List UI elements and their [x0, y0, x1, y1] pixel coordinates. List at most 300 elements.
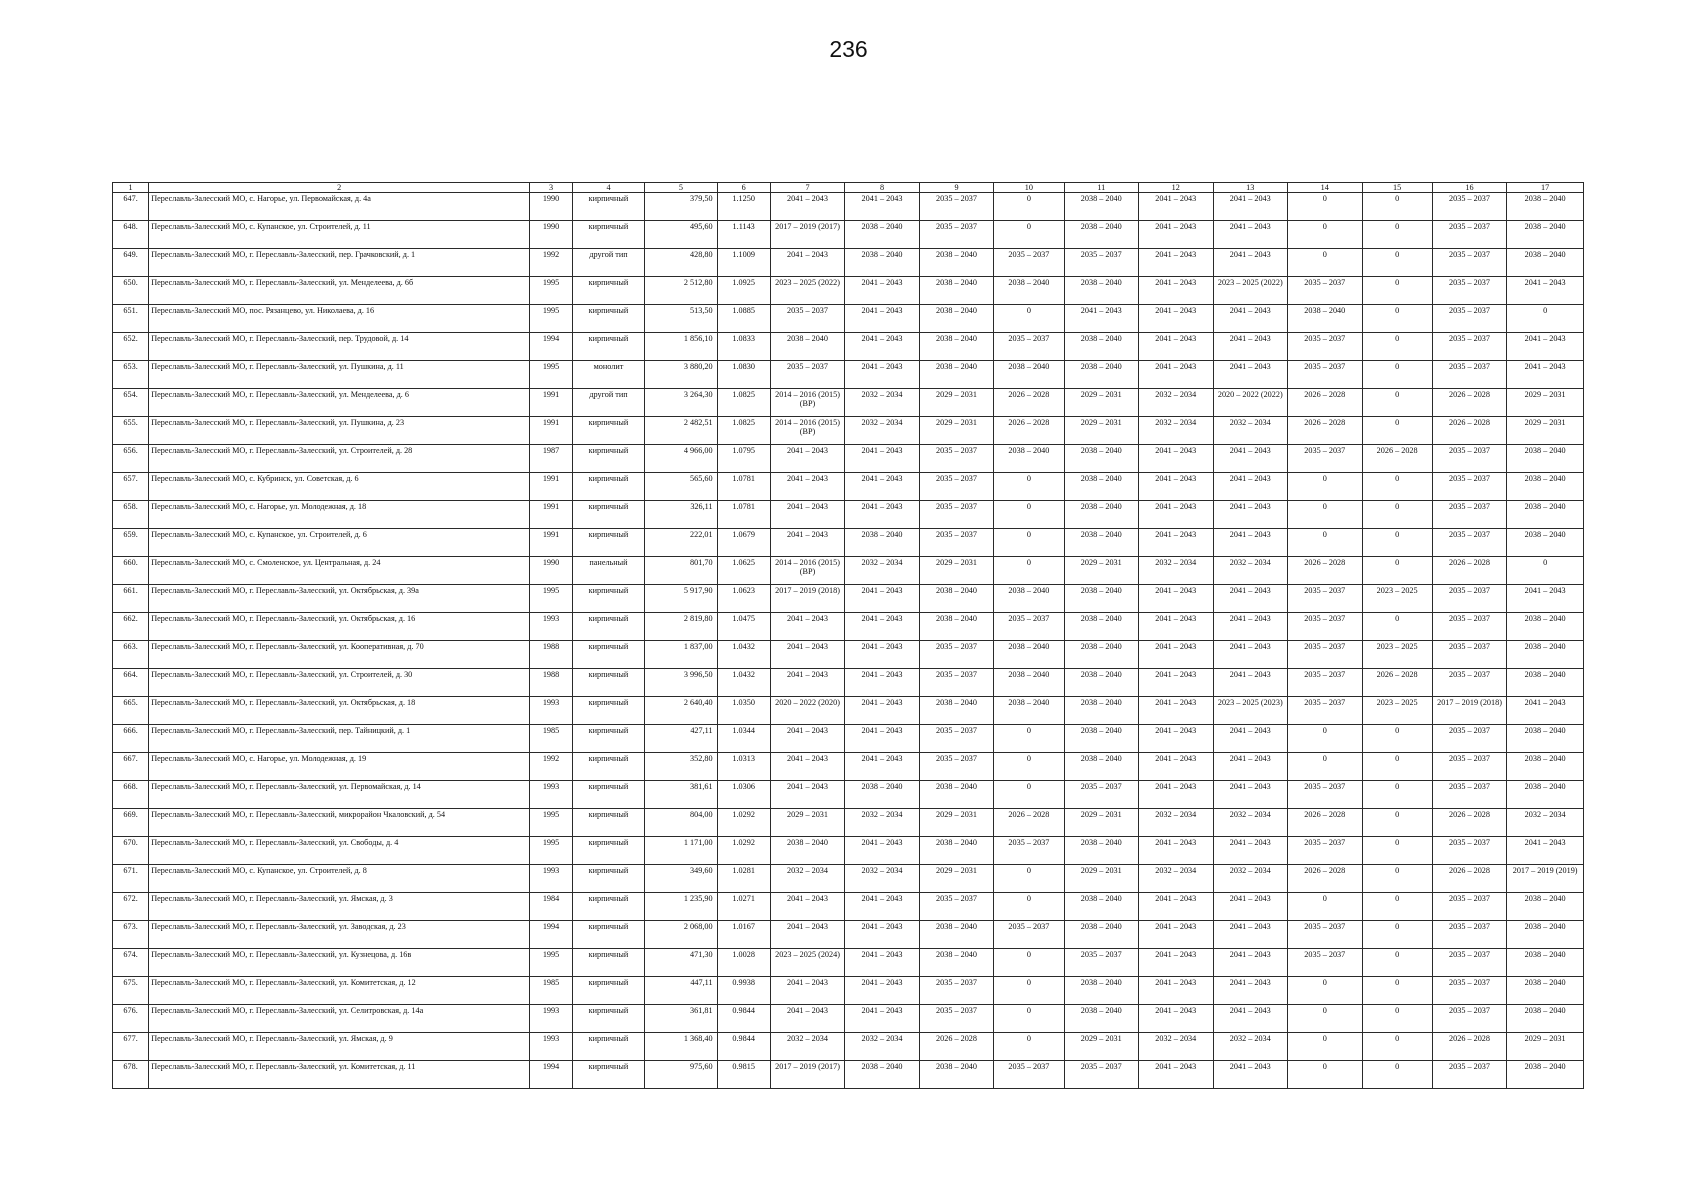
table-cell: 0: [1362, 613, 1432, 641]
table-cell: 2038 – 2040: [1507, 1061, 1584, 1089]
table-cell: 2041 – 2043: [770, 641, 845, 669]
table-cell: 2038 – 2040: [1064, 445, 1139, 473]
table-cell: кирпичный: [572, 613, 644, 641]
table-cell: 2023 – 2025 (2023): [1213, 697, 1288, 725]
table-cell: 1995: [530, 837, 573, 865]
table-cell: 1990: [530, 193, 573, 221]
table-cell: 674.: [113, 949, 149, 977]
table-cell: 2 512,80: [645, 277, 717, 305]
table-cell: 2035 – 2037: [1432, 361, 1507, 389]
table-cell: 2038 – 2040: [1064, 333, 1139, 361]
table-cell: 0: [1362, 389, 1432, 417]
table-cell: 0: [1507, 305, 1584, 333]
table-cell: 1 235,90: [645, 893, 717, 921]
table-cell: кирпичный: [572, 669, 644, 697]
table-cell: 2041 – 2043: [770, 193, 845, 221]
table-cell: 2041 – 2043: [1139, 249, 1214, 277]
table-row: [113, 501, 1584, 529]
table-cell: 2035 – 2037: [1288, 837, 1363, 865]
table-row: [113, 389, 1584, 417]
table-cell: 2041 – 2043: [1213, 669, 1288, 697]
table-cell: 2035 – 2037: [994, 921, 1064, 949]
table-cell: 427,11: [645, 725, 717, 753]
table-cell: 0: [1362, 977, 1432, 1005]
table-cell: 0.9938: [717, 977, 770, 1005]
table-cell: 2038 – 2040: [919, 613, 994, 641]
table-cell: 2041 – 2043: [1139, 837, 1214, 865]
table-cell: 2032 – 2034: [1213, 417, 1288, 445]
table-row: [113, 277, 1584, 305]
table-cell: 2026 – 2028: [994, 809, 1064, 837]
table-cell: 2038 – 2040: [994, 697, 1064, 725]
table-row: [113, 781, 1584, 809]
table-cell: 2041 – 2043: [1213, 837, 1288, 865]
table-cell: 2038 – 2040: [1507, 893, 1584, 921]
table-cell: 2041 – 2043: [770, 753, 845, 781]
table-cell: 2035 – 2037: [1432, 193, 1507, 221]
table-cell: 2038 – 2040: [919, 333, 994, 361]
table-cell: 2032 – 2034: [770, 1033, 845, 1061]
table-cell: 2032 – 2034: [845, 865, 920, 893]
table-cell: 2035 – 2037: [919, 1005, 994, 1033]
table-cell: 2026 – 2028: [1288, 389, 1363, 417]
table-cell: 381,61: [645, 781, 717, 809]
table-cell: 0: [1362, 473, 1432, 501]
table-cell: 2041 – 2043: [1139, 725, 1214, 753]
column-number-header: 2: [149, 183, 530, 193]
table-cell: 0: [1288, 725, 1363, 753]
table-cell: 0: [1288, 893, 1363, 921]
table-cell: 1.0344: [717, 725, 770, 753]
table-cell: 2041 – 2043: [1213, 221, 1288, 249]
table-cell: 2038 – 2040: [919, 781, 994, 809]
table-cell: 2041 – 2043: [1213, 585, 1288, 613]
table-cell: 2041 – 2043: [1139, 753, 1214, 781]
table-cell: 2038 – 2040: [1507, 781, 1584, 809]
table-cell: 2038 – 2040: [1064, 837, 1139, 865]
table-cell: 0: [1288, 1005, 1363, 1033]
table-cell: 2041 – 2043: [1213, 725, 1288, 753]
table-cell: 2032 – 2034: [1139, 557, 1214, 585]
table-row: [113, 949, 1584, 977]
table-row: [113, 697, 1584, 725]
address-cell: Переславль-Залесский МО, г. Переславль-Залесский, ул. Строителей, д. 30: [149, 669, 530, 697]
table-cell: 1984: [530, 893, 573, 921]
table-cell: 2041 – 2043: [845, 305, 920, 333]
table-cell: 1995: [530, 305, 573, 333]
table-cell: 2029 – 2031: [1064, 417, 1139, 445]
table-cell: 2038 – 2040: [1064, 921, 1139, 949]
table-cell: 2038 – 2040: [1507, 473, 1584, 501]
column-number-header: 3: [530, 183, 573, 193]
column-number-header: 16: [1432, 183, 1507, 193]
table-cell: 650.: [113, 277, 149, 305]
table-row: [113, 333, 1584, 361]
table-cell: 0: [994, 977, 1064, 1005]
table-cell: 1988: [530, 669, 573, 697]
table-cell: 2 640,40: [645, 697, 717, 725]
table-cell: 2035 – 2037: [919, 753, 994, 781]
table-cell: 1.0795: [717, 445, 770, 473]
address-cell: Переславль-Залесский МО, с. Нагорье, ул. Первомайская, д. 4а: [149, 193, 530, 221]
table-cell: кирпичный: [572, 893, 644, 921]
table-cell: кирпичный: [572, 221, 644, 249]
table-cell: 2038 – 2040: [1064, 893, 1139, 921]
table-cell: 2023 – 2025 (2022): [1213, 277, 1288, 305]
table-cell: 2041 – 2043: [845, 473, 920, 501]
address-cell: Переславль-Залесский МО, г. Переславль-Залесский, ул. Селитровская, д. 14а: [149, 1005, 530, 1033]
table-cell: кирпичный: [572, 277, 644, 305]
table-cell: 0: [1362, 725, 1432, 753]
table-cell: 349,60: [645, 865, 717, 893]
table-cell: 651.: [113, 305, 149, 333]
table-cell: 2032 – 2034: [845, 1033, 920, 1061]
table-cell: 2041 – 2043: [770, 1005, 845, 1033]
table-cell: 2038 – 2040: [1507, 1005, 1584, 1033]
table-cell: 2038 – 2040: [1064, 361, 1139, 389]
table-cell: 2041 – 2043: [845, 669, 920, 697]
table-cell: 2035 – 2037: [1432, 1061, 1507, 1089]
table-cell: 2017 – 2019 (2018): [770, 585, 845, 613]
table-cell: 1991: [530, 417, 573, 445]
column-number-header: 8: [845, 183, 920, 193]
table-cell: 2026 – 2028: [919, 1033, 994, 1061]
address-cell: Переславль-Залесский МО, г. Переславль-Залесский, ул. Пушкина, д. 23: [149, 417, 530, 445]
table-row: [113, 809, 1584, 837]
table-row: [113, 725, 1584, 753]
table-cell: 0: [1288, 501, 1363, 529]
housing-repair-schedule-table: [112, 182, 1584, 1089]
table-cell: 2035 – 2037: [1288, 949, 1363, 977]
column-number-header: 13: [1213, 183, 1288, 193]
table-cell: 2038 – 2040: [1507, 669, 1584, 697]
table-cell: 1.0028: [717, 949, 770, 977]
table-cell: 1.0475: [717, 613, 770, 641]
table-cell: 2017 – 2019 (2019): [1507, 865, 1584, 893]
table-cell: 2038 – 2040: [1064, 613, 1139, 641]
column-number-header: 17: [1507, 183, 1584, 193]
table-cell: 1.0432: [717, 669, 770, 697]
table-cell: 2041 – 2043: [845, 725, 920, 753]
table-cell: 2032 – 2034: [845, 809, 920, 837]
table-cell: кирпичный: [572, 865, 644, 893]
table-row: [113, 613, 1584, 641]
table-cell: 2041 – 2043: [1213, 501, 1288, 529]
table-cell: 2041 – 2043: [770, 893, 845, 921]
table-cell: кирпичный: [572, 1005, 644, 1033]
table-cell: 1.0625: [717, 557, 770, 585]
table-cell: 656.: [113, 445, 149, 473]
table-cell: 672.: [113, 893, 149, 921]
table-cell: кирпичный: [572, 1033, 644, 1061]
table-cell: 2026 – 2028: [1432, 557, 1507, 585]
table-cell: 668.: [113, 781, 149, 809]
table-cell: кирпичный: [572, 333, 644, 361]
table-cell: 1987: [530, 445, 573, 473]
table-cell: 1.0167: [717, 921, 770, 949]
table-cell: 2041 – 2043: [1213, 781, 1288, 809]
table-cell: 663.: [113, 641, 149, 669]
table-cell: 2035 – 2037: [1432, 249, 1507, 277]
table-cell: 2029 – 2031: [919, 809, 994, 837]
table-cell: 2041 – 2043: [770, 977, 845, 1005]
table-cell: 2041 – 2043: [845, 333, 920, 361]
table-cell: 447,11: [645, 977, 717, 1005]
table-cell: 2038 – 2040: [994, 277, 1064, 305]
table-cell: 1993: [530, 1005, 573, 1033]
table-cell: 675.: [113, 977, 149, 1005]
table-cell: кирпичный: [572, 641, 644, 669]
table-cell: 2041 – 2043: [770, 725, 845, 753]
table-cell: 2041 – 2043: [1213, 1061, 1288, 1089]
table-cell: 2035 – 2037: [1288, 669, 1363, 697]
table-cell: 2035 – 2037: [994, 333, 1064, 361]
table-cell: 2038 – 2040: [1064, 529, 1139, 557]
table-cell: 0: [994, 221, 1064, 249]
table-cell: 0: [1362, 501, 1432, 529]
table-cell: кирпичный: [572, 445, 644, 473]
table-cell: 0: [994, 753, 1064, 781]
table-cell: 2035 – 2037: [919, 445, 994, 473]
table-cell: 2026 – 2028: [994, 417, 1064, 445]
table-cell: 2035 – 2037: [1288, 641, 1363, 669]
table-row: [113, 473, 1584, 501]
table-cell: 2041 – 2043: [1139, 949, 1214, 977]
table-cell: 2035 – 2037: [919, 501, 994, 529]
table-cell: 3 880,20: [645, 361, 717, 389]
table-cell: 1990: [530, 557, 573, 585]
table-cell: 2035 – 2037: [1064, 949, 1139, 977]
table-cell: кирпичный: [572, 501, 644, 529]
column-number-header: 10: [994, 183, 1064, 193]
table-row: [113, 753, 1584, 781]
table-cell: 2035 – 2037: [1432, 277, 1507, 305]
table-cell: 1.0781: [717, 501, 770, 529]
table-cell: кирпичный: [572, 1061, 644, 1089]
table-cell: 2041 – 2043: [770, 249, 845, 277]
address-cell: Переславль-Залесский МО, г. Переславль-Залесский, ул. Ямская, д. 3: [149, 893, 530, 921]
table-cell: 2035 – 2037: [1432, 501, 1507, 529]
table-cell: 2020 – 2022 (2022): [1213, 389, 1288, 417]
table-cell: 2026 – 2028: [1288, 809, 1363, 837]
table-cell: 2035 – 2037: [1432, 837, 1507, 865]
table-cell: 0: [1362, 1033, 1432, 1061]
table-cell: 2041 – 2043: [1213, 249, 1288, 277]
table-cell: 2038 – 2040: [1064, 473, 1139, 501]
table-cell: 2041 – 2043: [845, 641, 920, 669]
table-cell: 1985: [530, 977, 573, 1005]
table-cell: 1.0885: [717, 305, 770, 333]
table-cell: кирпичный: [572, 193, 644, 221]
table-cell: 0: [1362, 417, 1432, 445]
table-cell: 659.: [113, 529, 149, 557]
table-cell: 2026 – 2028: [1432, 1033, 1507, 1061]
table-cell: 326,11: [645, 501, 717, 529]
table-cell: 2038 – 2040: [919, 837, 994, 865]
table-cell: 1.0350: [717, 697, 770, 725]
table-cell: 2026 – 2028: [1432, 865, 1507, 893]
table-cell: 2038 – 2040: [1507, 445, 1584, 473]
table-cell: 1.0271: [717, 893, 770, 921]
table-cell: 2038 – 2040: [1507, 613, 1584, 641]
table-cell: 1995: [530, 361, 573, 389]
table-cell: 2038 – 2040: [994, 669, 1064, 697]
table-cell: 2035 – 2037: [1432, 641, 1507, 669]
table-cell: кирпичный: [572, 697, 644, 725]
address-cell: Переславль-Залесский МО, г. Переславль-Залесский, ул. Комитетская, д. 11: [149, 1061, 530, 1089]
table-cell: 2041 – 2043: [1507, 837, 1584, 865]
table-cell: 1991: [530, 501, 573, 529]
table-cell: 2029 – 2031: [919, 417, 994, 445]
table-cell: 1.1250: [717, 193, 770, 221]
table-cell: 2035 – 2037: [1064, 1061, 1139, 1089]
table-cell: 2035 – 2037: [1432, 585, 1507, 613]
table-cell: 671.: [113, 865, 149, 893]
table-cell: 2038 – 2040: [994, 445, 1064, 473]
table-cell: 2041 – 2043: [1213, 753, 1288, 781]
column-number-header: 15: [1362, 183, 1432, 193]
table-cell: 2041 – 2043: [770, 529, 845, 557]
table-cell: 0: [994, 305, 1064, 333]
table-cell: 0: [994, 725, 1064, 753]
table-cell: 2035 – 2037: [1288, 585, 1363, 613]
table-cell: 2023 – 2025: [1362, 641, 1432, 669]
table-cell: 2014 – 2016 (2015) (ВР): [770, 417, 845, 445]
table-cell: 2041 – 2043: [1139, 445, 1214, 473]
table-cell: кирпичный: [572, 837, 644, 865]
table-cell: 2041 – 2043: [845, 977, 920, 1005]
table-cell: 654.: [113, 389, 149, 417]
table-cell: 2038 – 2040: [1507, 529, 1584, 557]
table-cell: 2035 – 2037: [1288, 333, 1363, 361]
table-cell: 2041 – 2043: [1139, 473, 1214, 501]
table-cell: 2041 – 2043: [845, 193, 920, 221]
table-cell: 2038 – 2040: [845, 781, 920, 809]
table-row: [113, 893, 1584, 921]
table-cell: 2035 – 2037: [1432, 781, 1507, 809]
table-cell: 666.: [113, 725, 149, 753]
table-cell: 2032 – 2034: [845, 557, 920, 585]
table-cell: 2032 – 2034: [1139, 1033, 1214, 1061]
table-cell: 513,50: [645, 305, 717, 333]
table-cell: 0: [994, 529, 1064, 557]
table-cell: 0: [1362, 529, 1432, 557]
table-cell: 0: [1288, 1061, 1363, 1089]
table-cell: 2041 – 2043: [1213, 613, 1288, 641]
table-cell: 2035 – 2037: [1432, 725, 1507, 753]
table-cell: 2041 – 2043: [1213, 473, 1288, 501]
table-cell: 1992: [530, 753, 573, 781]
table-cell: 2041 – 2043: [845, 585, 920, 613]
table-cell: 1.0925: [717, 277, 770, 305]
table-cell: 4 966,00: [645, 445, 717, 473]
table-cell: 0: [1362, 361, 1432, 389]
column-number-header: 7: [770, 183, 845, 193]
table-cell: 2035 – 2037: [1288, 921, 1363, 949]
table-cell: 2020 – 2022 (2020): [770, 697, 845, 725]
table-cell: 352,80: [645, 753, 717, 781]
table-cell: 1 171,00: [645, 837, 717, 865]
table-cell: 495,60: [645, 221, 717, 249]
table-cell: 471,30: [645, 949, 717, 977]
column-number-header: 11: [1064, 183, 1139, 193]
table-cell: 2035 – 2037: [994, 837, 1064, 865]
table-cell: 1993: [530, 865, 573, 893]
table-cell: 1995: [530, 585, 573, 613]
table-cell: 2032 – 2034: [1139, 417, 1214, 445]
table-row: [113, 557, 1584, 585]
table-cell: 3 264,30: [645, 389, 717, 417]
address-cell: Переславль-Залесский МО, с. Кубринск, ул. Советская, д. 6: [149, 473, 530, 501]
table-cell: 428,80: [645, 249, 717, 277]
table-cell: 2035 – 2037: [1432, 529, 1507, 557]
table-cell: 1.0292: [717, 837, 770, 865]
table-cell: 2041 – 2043: [1139, 921, 1214, 949]
table-cell: 2035 – 2037: [1432, 893, 1507, 921]
table-cell: 665.: [113, 697, 149, 725]
table-cell: 2035 – 2037: [919, 977, 994, 1005]
table-cell: 2035 – 2037: [919, 221, 994, 249]
table-cell: 2035 – 2037: [1432, 921, 1507, 949]
table-cell: 2038 – 2040: [919, 277, 994, 305]
table-cell: кирпичный: [572, 473, 644, 501]
table-cell: 1.1143: [717, 221, 770, 249]
table-cell: кирпичный: [572, 753, 644, 781]
table-cell: 1.0292: [717, 809, 770, 837]
table-cell: 2023 – 2025 (2022): [770, 277, 845, 305]
table-cell: 0: [1288, 1033, 1363, 1061]
table-cell: 661.: [113, 585, 149, 613]
table-cell: 2038 – 2040: [1507, 193, 1584, 221]
table-cell: другой тип: [572, 249, 644, 277]
table-cell: 677.: [113, 1033, 149, 1061]
table-cell: 670.: [113, 837, 149, 865]
table-cell: 1988: [530, 641, 573, 669]
table-cell: 2035 – 2037: [1064, 781, 1139, 809]
table-cell: 2041 – 2043: [1213, 193, 1288, 221]
table-cell: 662.: [113, 613, 149, 641]
table-cell: 2035 – 2037: [1288, 781, 1363, 809]
table-cell: кирпичный: [572, 417, 644, 445]
table-cell: 2035 – 2037: [770, 361, 845, 389]
table-cell: 2041 – 2043: [845, 445, 920, 473]
table-cell: 2035 – 2037: [1064, 249, 1139, 277]
column-number-header: 6: [717, 183, 770, 193]
table-cell: 2041 – 2043: [1139, 585, 1214, 613]
address-cell: Переславль-Залесский МО, г. Переславль-Залесский, ул. Пушкина, д. 11: [149, 361, 530, 389]
table-cell: 0: [1362, 921, 1432, 949]
table-cell: 2038 – 2040: [919, 1061, 994, 1089]
table-cell: 0: [1362, 949, 1432, 977]
table-cell: 2017 – 2019 (2017): [770, 221, 845, 249]
table-cell: 0: [1362, 809, 1432, 837]
table-cell: 2038 – 2040: [1507, 977, 1584, 1005]
table-cell: 2026 – 2028: [1432, 417, 1507, 445]
table-cell: 2041 – 2043: [1507, 697, 1584, 725]
table-cell: 0: [994, 893, 1064, 921]
table-cell: 2038 – 2040: [845, 529, 920, 557]
table-cell: 2038 – 2040: [1507, 921, 1584, 949]
table-cell: 2035 – 2037: [994, 249, 1064, 277]
table-cell: 652.: [113, 333, 149, 361]
table-cell: 1.0825: [717, 389, 770, 417]
table-row: [113, 1005, 1584, 1033]
table-cell: 2041 – 2043: [1139, 305, 1214, 333]
table-row: [113, 585, 1584, 613]
table-cell: 2038 – 2040: [1064, 585, 1139, 613]
table-cell: 2017 – 2019 (2017): [770, 1061, 845, 1089]
table-cell: 0: [1362, 753, 1432, 781]
